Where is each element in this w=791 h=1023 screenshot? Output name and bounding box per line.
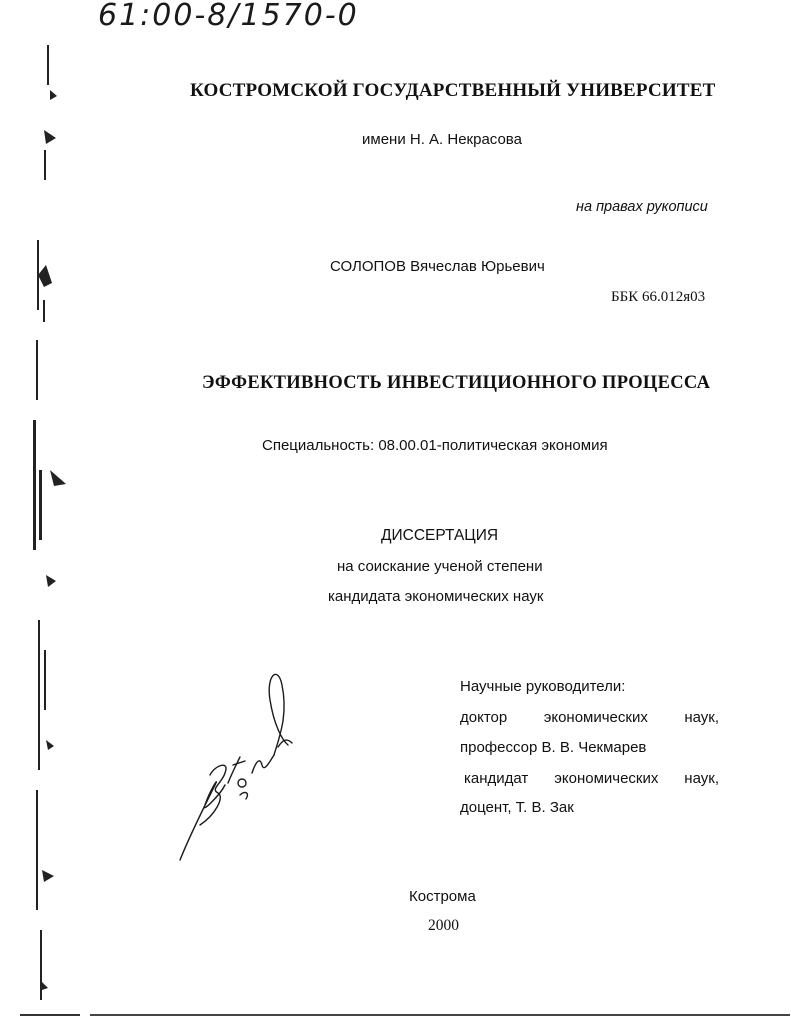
supervisor-2-title-word: экономических	[554, 770, 659, 787]
archive-number: 61:00-8/1570-0	[98, 0, 359, 33]
supervisor-1-title-word: экономических	[543, 709, 648, 726]
dissertation-title: ЭФФЕКТИВНОСТЬ ИНВЕСТИЦИОННОГО ПРОЦЕССА	[202, 373, 711, 393]
supervisor-1-title-word: наук,	[684, 709, 719, 726]
bottom-scan-line	[90, 1014, 790, 1016]
author-name: СОЛОПОВ Вячеслав Юрьевич	[330, 258, 545, 275]
year: 2000	[428, 917, 459, 934]
supervisor-2-name: доцент, Т. В. Зак	[460, 799, 574, 816]
supervisor-1-title-word: доктор	[460, 709, 508, 726]
university-name: КОСТРОМСКОЙ ГОСУДАРСТВЕННЫЙ УНИВЕРСИТЕТ	[190, 80, 716, 101]
city: Кострома	[409, 888, 476, 905]
manuscript-rights-note: на правах рукописи	[576, 199, 708, 215]
specialty: Специальность: 08.00.01-политическая экономия	[262, 437, 608, 454]
degree-line-2: кандидата экономических наук	[328, 588, 544, 605]
document-type: ДИССЕРТАЦИЯ	[381, 527, 499, 544]
supervisor-1-title	[460, 709, 719, 726]
supervisors-heading: Научные руководители:	[460, 678, 626, 695]
supervisor-2-title	[464, 770, 719, 787]
supervisor-2-title-word: наук,	[684, 770, 719, 787]
bbk-code: ББК 66.012я03	[611, 289, 706, 305]
supervisor-1-name: профессор В. В. Чекмарев	[460, 739, 647, 756]
university-named-after: имени Н. А. Некрасова	[362, 131, 522, 148]
supervisor-2-title-word: кандидат	[464, 770, 529, 787]
scan-margin-artifacts	[0, 0, 80, 1023]
signature-image	[170, 665, 310, 875]
degree-line-1: на соискание ученой степени	[337, 558, 543, 575]
